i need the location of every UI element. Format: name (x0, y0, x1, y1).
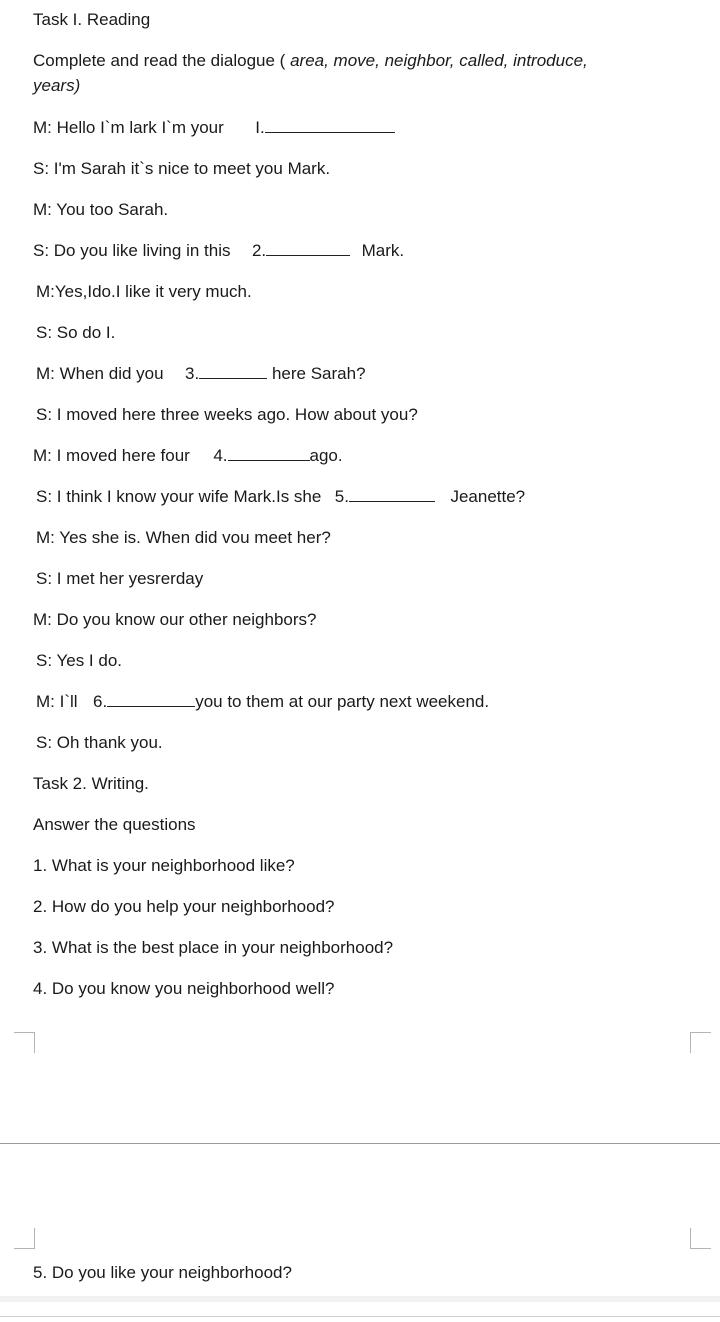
page-corner-mark (690, 1032, 711, 1053)
question-4: 4. Do you know you neighborhood well? (33, 979, 335, 998)
dialogue-line-15 (36, 691, 489, 713)
dialogue-line-5: M:Yes,Ido.I like it very much. (36, 282, 252, 301)
dialogue-line-12: S: I met her yesrerday (36, 569, 204, 588)
page-bottom-shadow (0, 1296, 720, 1302)
blank-number: 5. (334, 487, 349, 506)
blank-number: 4. (213, 446, 228, 465)
dialogue-line-9 (33, 445, 343, 467)
dialogue-text: here Sarah? (271, 364, 366, 383)
dialogue-line-11: M: Yes she is. When did vou meet her? (36, 528, 331, 547)
page-bottom-edge (0, 1316, 720, 1317)
question-5: 5. Do you like your neighborhood? (33, 1263, 292, 1282)
answer-blank-1[interactable] (265, 118, 395, 133)
answer-blank-6[interactable] (107, 692, 195, 707)
dialogue-text: you to them at our party next weekend. (195, 692, 490, 711)
dialogue-text: Mark. (361, 241, 405, 260)
dialogue-line-1 (33, 117, 395, 139)
task2-instruction: Answer the questions (33, 815, 196, 834)
answer-blank-4[interactable] (228, 446, 310, 461)
dialogue-line-8: S: I moved here three weeks ago. How about you? (36, 405, 418, 424)
dialogue-text: M: When did you (36, 364, 164, 383)
blank-number: 3. (185, 364, 200, 383)
dialogue-text: ago. (309, 446, 343, 465)
dialogue-line-6: S: So do I. (36, 323, 116, 342)
dialogue-line-16: S: Oh thank you. (36, 733, 163, 752)
instruction-main: Complete and read the dialogue ( (33, 51, 286, 70)
task2-heading: Task 2. Writing. (33, 774, 149, 793)
dialogue-line-7 (36, 363, 366, 385)
instruction-word-list-end: years) (33, 76, 81, 95)
page-break-divider (0, 1143, 720, 1144)
dialogue-text: S: I think I know your wife Mark.Is she (36, 487, 322, 506)
page-corner-mark (690, 1228, 711, 1249)
dialogue-text: M: I moved here four (33, 446, 190, 465)
dialogue-line-13: M: Do you know our other neighbors? (33, 610, 317, 629)
dialogue-line-4 (33, 240, 404, 262)
dialogue-text: Jeanette? (450, 487, 526, 506)
blank-number: I. (255, 118, 265, 137)
dialogue-line-10 (36, 486, 525, 508)
task1-instruction (33, 50, 588, 72)
instruction-word-list: area, move, neighbor, called, introduce, (290, 51, 588, 70)
dialogue-text: S: Do you like living in this (33, 241, 231, 260)
answer-blank-2[interactable] (266, 241, 350, 256)
dialogue-line-2: S: I'm Sarah it`s nice to meet you Mark. (33, 159, 331, 178)
blank-number: 6. (93, 692, 108, 711)
page-corner-mark (14, 1228, 35, 1249)
question-2: 2. How do you help your neighborhood? (33, 897, 335, 916)
question-1: 1. What is your neighborhood like? (33, 856, 295, 875)
answer-blank-3[interactable] (199, 364, 267, 379)
task1-heading: Task I. Reading (33, 10, 151, 29)
dialogue-line-14: S: Yes I do. (36, 651, 123, 670)
page-corner-mark (14, 1032, 35, 1053)
blank-number: 2. (251, 241, 267, 260)
dialogue-text: M: Hello I`m lark I`m your (33, 118, 224, 137)
question-3: 3. What is the best place in your neighborhood? (33, 938, 394, 957)
answer-blank-5[interactable] (349, 487, 435, 502)
dialogue-line-3: M: You too Sarah. (33, 200, 169, 219)
dialogue-text: M: I`ll (36, 692, 78, 711)
